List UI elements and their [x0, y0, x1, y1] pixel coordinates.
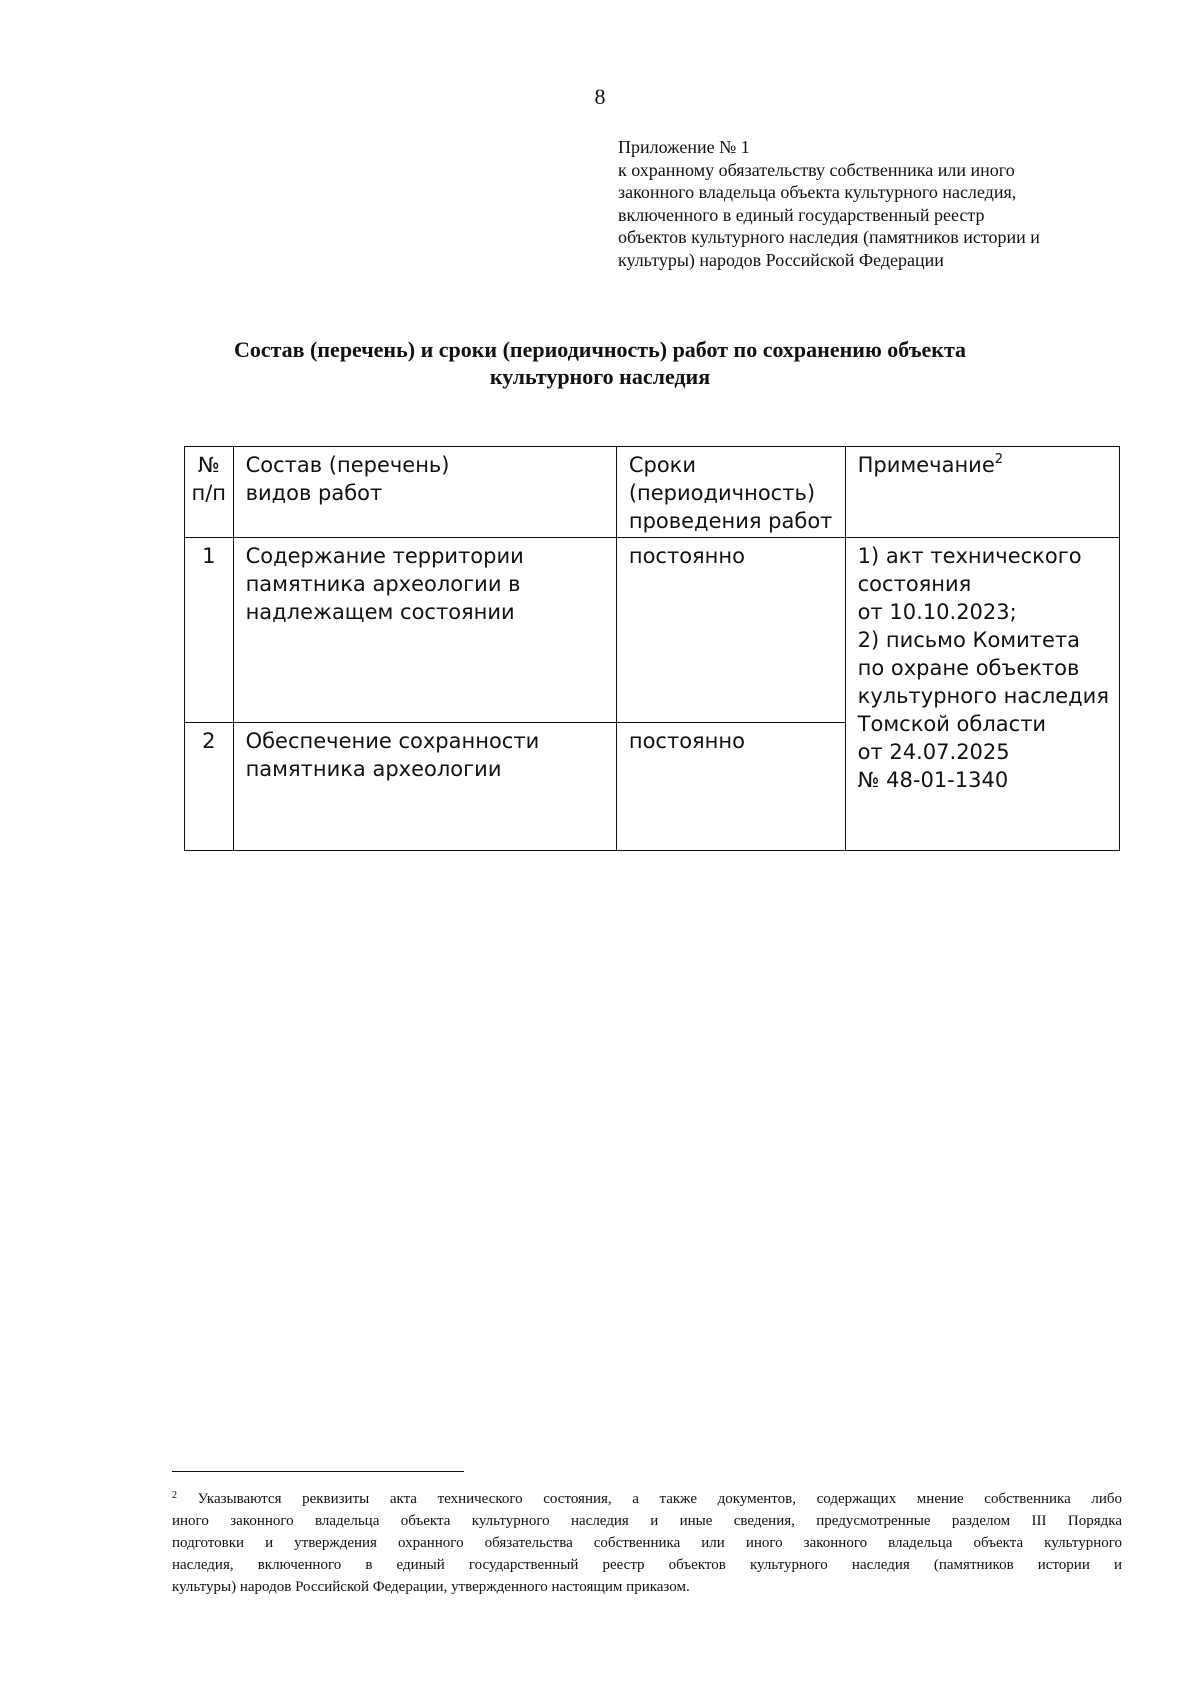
note-text: от 24.07.2025 [857, 740, 1010, 764]
header-cell-number [185, 447, 234, 538]
works-table [184, 446, 1120, 851]
work-text: Обеспечение сохранности [245, 728, 540, 753]
document-title [150, 336, 1050, 390]
header-text: п/п [191, 481, 227, 505]
work-text: Содержание территории [245, 544, 524, 568]
appendix-header [618, 136, 1138, 271]
header-text: Состав (перечень) [245, 453, 450, 477]
footnote-mark: 2 [172, 1490, 177, 1501]
note-text: культурного наследия [857, 684, 1109, 708]
work-text: памятника археологии [245, 756, 502, 781]
footnote-line [172, 1488, 1122, 1510]
header-cell-note [845, 447, 1119, 538]
row-work [233, 538, 616, 723]
appendix-line: объектов культурного наследия (памятников истории и [618, 227, 1040, 247]
note-text: состояния [857, 572, 972, 596]
footnote-line: наследия, включенного в единый государственный реестр объектов культурного наследия (памятников истории и [172, 1557, 1122, 1573]
footnote [172, 1488, 1122, 1598]
appendix-line: включенного в единый государственный реестр [618, 204, 985, 225]
header-text: № [197, 453, 220, 477]
footnote-line: подготовки и утверждения охранного обязательства собственника или иного законного владельца объекта культурного [172, 1535, 1122, 1551]
document-title-line: Состав (перечень) и сроки (периодичность) работ по сохранению объекта [233, 337, 967, 362]
header-cell-term [616, 447, 845, 538]
footnote-line: культуры) народов Российской Федерации, утвержденного настоящим приказом. [172, 1579, 690, 1595]
appendix-line: к охранному обязательству собственника или иного [618, 159, 1015, 180]
appendix-line: Приложение № 1 [618, 137, 750, 157]
header-text: Сроки [628, 453, 697, 477]
row-note-merged [845, 538, 1119, 851]
note-text: 1) акт технического [857, 544, 1082, 568]
note-header-label: Примечание [857, 453, 995, 477]
header-text [858, 451, 1109, 479]
row-number: 2 [185, 722, 234, 850]
appendix-line: культуры) народов Российской Федерации [618, 249, 944, 270]
row-work [233, 722, 616, 850]
work-text: надлежащем состоянии [245, 600, 515, 624]
document-title-line: культурного наследия [489, 364, 711, 389]
note-text: № 48-01-1340 [857, 768, 1009, 792]
row-term: постоянно [616, 722, 845, 850]
note-text: от 10.10.2023; [857, 600, 1017, 624]
header-text: видов работ [245, 481, 383, 505]
table-row [185, 538, 1120, 723]
footnote-line: иного законного владельца объекта культурного наследия и иные сведения, предусмотренные разделом III Порядка [172, 1513, 1122, 1529]
work-text: памятника археологии в [245, 572, 521, 596]
row-number: 1 [185, 538, 234, 723]
appendix-line: законного владельца объекта культурного наследия, [618, 182, 1017, 202]
row-term: постоянно [616, 538, 845, 723]
note-text: по охране объектов [857, 656, 1080, 680]
page-number: 8 [594, 84, 606, 109]
header-text: (периодичность) [628, 481, 816, 505]
footnote-separator [172, 1471, 464, 1472]
footnote-text: Указываются реквизиты акта технического состояния, а также документов, содержащих мнение собственника либо [197, 1491, 1122, 1507]
header-text: проведения работ [628, 509, 833, 533]
header-cell-work [233, 447, 616, 538]
note-text: 2) письмо Комитета [857, 628, 1081, 652]
footnote-reference: 2 [994, 452, 1004, 467]
note-text: Томской области [857, 712, 1047, 736]
table-header-row [185, 447, 1120, 538]
